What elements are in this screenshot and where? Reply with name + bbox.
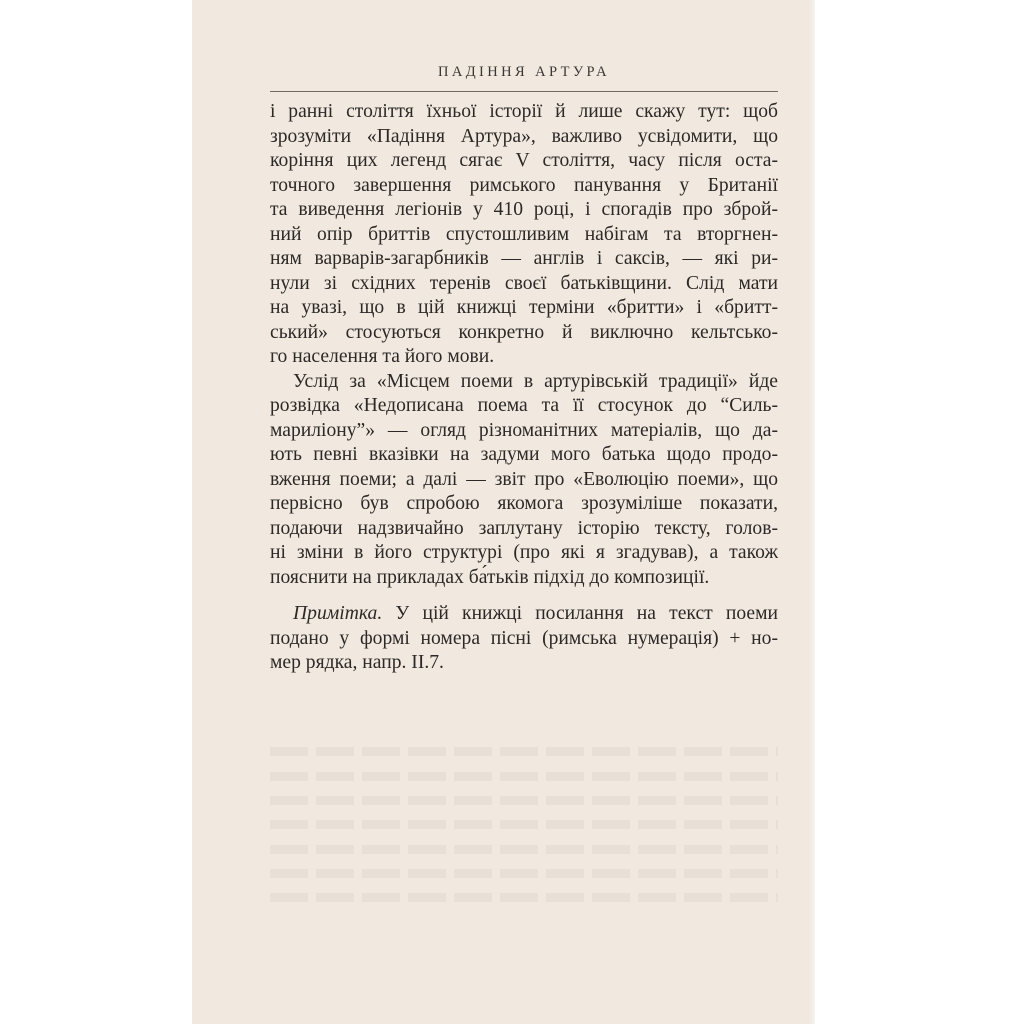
text-line: розвідка «Недописана поема та її стосунок до “Силь- (270, 395, 778, 416)
show-through (270, 893, 778, 902)
text-line (270, 602, 778, 627)
text-line: пояснити на прикладах ба́тьків підхід до композиції. (270, 566, 710, 588)
body-text (270, 100, 778, 676)
text-line: зрозуміти «Падіння Артура», важливо усвідомити, що (270, 125, 778, 147)
show-through (270, 869, 778, 878)
show-through (270, 747, 778, 756)
text-line: нули зі східних теренів своєї батьківщини. Слід мати (270, 272, 778, 294)
text-line: та виведення легіонів у 410 році, і спогадів про збрoй- (270, 199, 778, 220)
header-rule (270, 91, 778, 92)
text-line: ням варварів-загарбників — англів і саксів, — які ри- (270, 248, 778, 269)
paragraph-2 (270, 370, 778, 591)
text-line: мер рядка, напр. II.7. (270, 652, 444, 673)
text-line: ють певні вказівки на задуми мого батька щодо продо- (270, 444, 778, 465)
paragraph-gap (270, 590, 778, 602)
text-line: первісно був спробою якомога зрозуміліше показати, (270, 493, 778, 514)
note-paragraph (270, 602, 778, 676)
show-through (270, 820, 778, 829)
text-line: ний опір бриттів спустошливим набігам та вторгнен- (270, 223, 778, 245)
show-through (270, 796, 778, 805)
text-line: ні зміни в його структурі (про які я згадував), а також (270, 542, 778, 563)
note-label: Примітка. (293, 603, 383, 624)
show-through (270, 845, 778, 854)
paragraph-1 (270, 100, 778, 370)
text-line: і ранні століття їхньої історії й лише скажу тут: щоб (270, 101, 778, 122)
note-text: У цій книжці посилання на текст поеми (382, 603, 778, 624)
text-line: подано у формі номера пісні (римська нумерація) + но- (270, 627, 778, 649)
running-head: ПАДІННЯ АРТУРА (437, 64, 611, 80)
text-line: вження поеми; а далі — звіт про «Еволюцію поеми», що (270, 468, 778, 490)
text-line: Услід за «Місцем поеми в артурівській традиції» йде (293, 370, 778, 392)
text-line: на увазі, що в цій книжці терміни «бритти» і «бритт- (270, 297, 778, 318)
text-line: мариліону”» — огляд різноманітних матеріалів, що да- (270, 419, 778, 441)
book-page (192, 0, 815, 1024)
text-line: точного завершення римського панування у Британії (270, 174, 778, 196)
text-line: ський» стосуються конкретно й виключно кельтсько- (270, 321, 778, 343)
text-line: го населення та його мови. (270, 346, 495, 367)
show-through (270, 772, 778, 781)
text-line: коріння цих легенд сягає V століття, часу після оста- (270, 150, 778, 171)
text-line: подаючи надзвичайно заплутану історію тексту, голов- (270, 517, 778, 539)
